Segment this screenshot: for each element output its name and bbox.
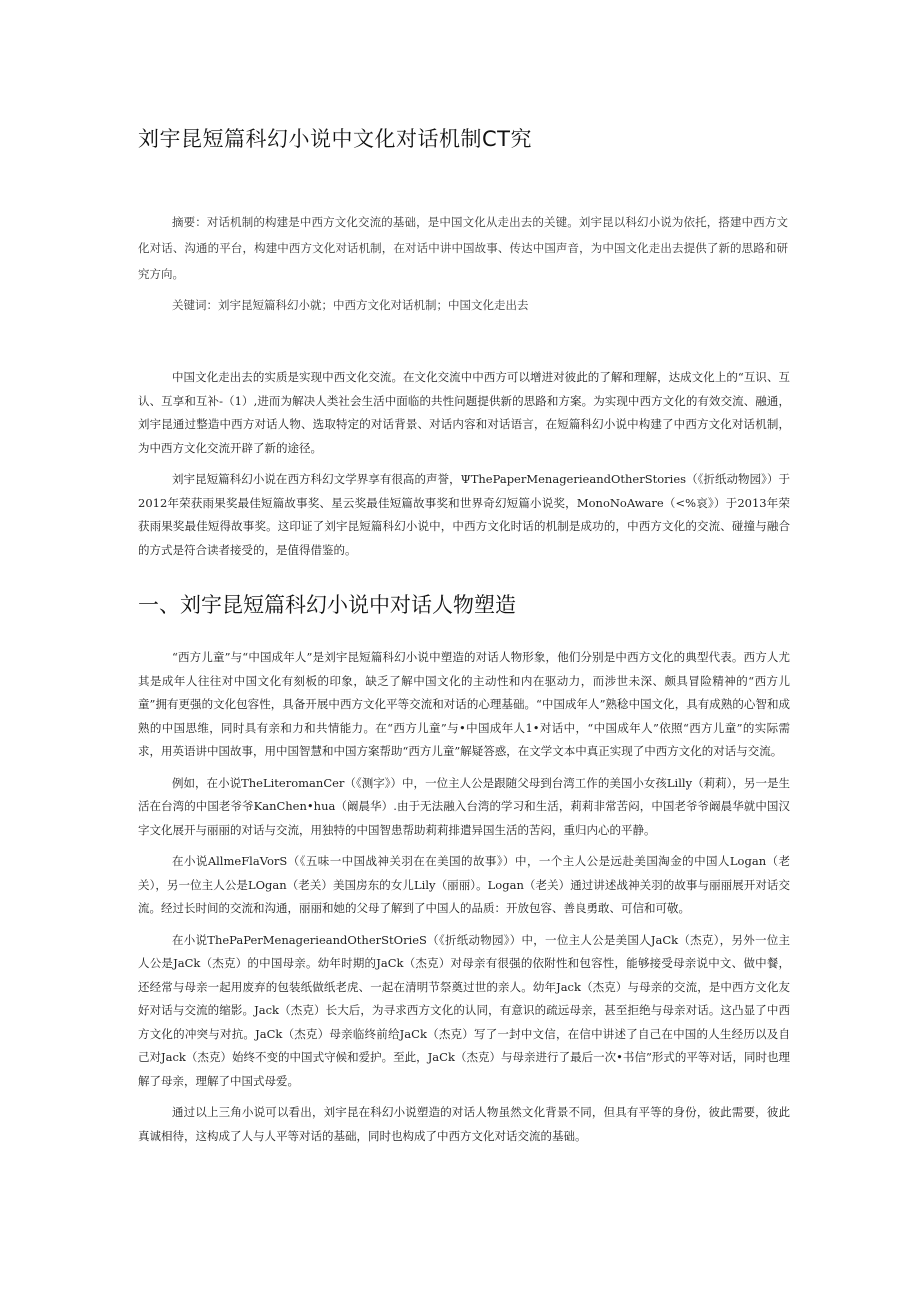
section-1-body xyxy=(138,646,790,1156)
keywords-line: 关键词：刘宇昆短篇科幻小就；中西方文化对话机制；中国文化走出去 xyxy=(172,298,529,312)
introduction-section xyxy=(138,366,790,570)
document-title: 刘宇昆短篇科幻小说中文化对话机制CT究 xyxy=(138,127,532,151)
body-paragraph: 例如，在小说TheLiteromanCer（《测字》）中，一位主人公是跟随父母到台湾工作的美国小女孩Lilly（莉莉），另一是生活在台湾的中国老爷爷KanChen•hua（阚晨华）.由于无法融入台湾的学习和生活，莉莉非常苦闷，中国老爷爷阚晨华就中国汉字文化展开与丽丽的对话与交流，用独特的中国智患帮助莉莉排遣异国生活的苦闷，重归内心的平静。 xyxy=(138,775,790,837)
body-paragraph: 在小说ThePaPerMenagerieandOtherStOrieS（《折纸动物园》）中，一位主人公是美国人JaCk（杰克），另外一位主人公是JaCk（杰克）的中国母亲。幼年时期的JaCk（杰克）对母亲有很强的依附性和包容性，能够接受母亲说中文、做中餐，还经常与母亲一起用废弃的包装纸做纸老虎、一起在清明节祭奠过世的亲人。幼年Jack（杰克）与母亲的交流，是中西方文化友好对话与交流的缩影。Jack（杰克）长大后，为寻求西方文化的认同，有意识的疏远母亲，甚至拒绝与母亲对话。这凸显了中西方文化的冲突与对抗。JaCk（杰克）母亲临终前给JaCk（杰克）写了一封中文信，在信中讲述了自己在中国的人生经历以及自己对Jack（杰克）始终不变的中国式守候和爱护。至此，JaCk（杰克）与母亲进行了最后一次•书信”形式的平等对话，同时也理解了母亲，理解了中国式母爱。 xyxy=(138,932,790,1088)
body-paragraph: “西方儿童”与“中国成年人”是刘宇昆短篇科幻小说中塑造的对话人物形象，他们分别是中西方文化的典型代表。西方人尤其是成年人往往对中国文化有刻板的印象，缺乏了解中国文化的主动性和内在驱动力，而涉世未深、颇具冒险精神的“西方儿童”拥有更强的文化包容性，具备开展中西方文化平等交流和对话的心理基础。“中国成年人”熟稔中国文化，具有成熟的心智和成熟的中国思维，同时具有亲和力和共情能力。在“西方儿童”与•中国成年人1•对话中，“中国成年人”依照“西方儿童”的实际需求，用英语讲中国故事，用中国智慧和中国方案帮助“西方儿童”解疑答惑，在文学文本中真正实现了中西方文化的对话与交流。 xyxy=(138,650,790,758)
section-heading: 一、刘宇昆短篇科幻小说中对话人物塑造 xyxy=(138,593,516,617)
abstract-paragraph: 摘要：对话机制的构建是中西方文化交流的基础，是中国文化从走出去的关键。刘宇昆以科幻小说为依托，搭建中西方文化对话、沟通的平台，构建中西方文化对话机制，在对话中讲中国故事、传达中国声音，为中国文化走出去提供了新的思路和研究方向。 xyxy=(138,215,788,281)
body-paragraph: 通过以上三角小说可以看出，刘宇昆在科幻小说塑造的对话人物虽然文化背景不同，但具有平等的身份，彼此需要，彼此真诚相待，这构成了人与人平等对话的基础，同时也构成了中西方文化对话交流的基础。 xyxy=(138,1105,790,1143)
body-paragraph: 刘宇昆短篇科幻小说在西方科幻文学界享有很高的声誉，ΨThePaperMenagerieandOtherStories（《折纸动物园》）于2012年荣获雨果奖最佳短篇故事奖、星云奖最佳短篇故事奖和世界奇幻短篇小说奖，MonoNoAware（<%哀》）于2013年荣获雨果奖最佳短得故事奖。这印证了刘宇昆短篇科幻小说中，中西方文化时话的机制是成功的，中西方文化的交流、碰撞与融合的方式是符合读者接受的，是值得借鉴的。 xyxy=(138,472,790,557)
body-paragraph: 在小说AllmeFlaVorS（《五味一中国战神关羽在在美国的故事》）中，一个主人公是远赴美国淘金的中国人Logan（老关），另一位主人公是LOgan（老关）美国房东的女儿Lily（丽丽）。Logan（老关）通过讲述战神关羽的故事与丽丽展开对话交流。经过长时间的交流和沟通，丽丽和她的父母了解到了中国人的品质：开放包容、善良勇敢、可信和可敬。 xyxy=(138,854,790,915)
body-paragraph: 中国文化走出去的实质是实现中西文化交流。在文化交流中中西方可以增进对彼此的了解和理解，达成文化上的“互识、互认、互享和互补-（1）,进而为解决人类社会生活中面临的共性问题提供新的思路和方案。为实现中西方文化的有效交流、融通，刘宇昆通过整造中西方对话人物、选取特定的对话背景、对话内容和对话语言，在短篇科幻小说中构建了中西方文化对话机制，为中西方文化交流开辟了新的途径。 xyxy=(138,370,790,455)
